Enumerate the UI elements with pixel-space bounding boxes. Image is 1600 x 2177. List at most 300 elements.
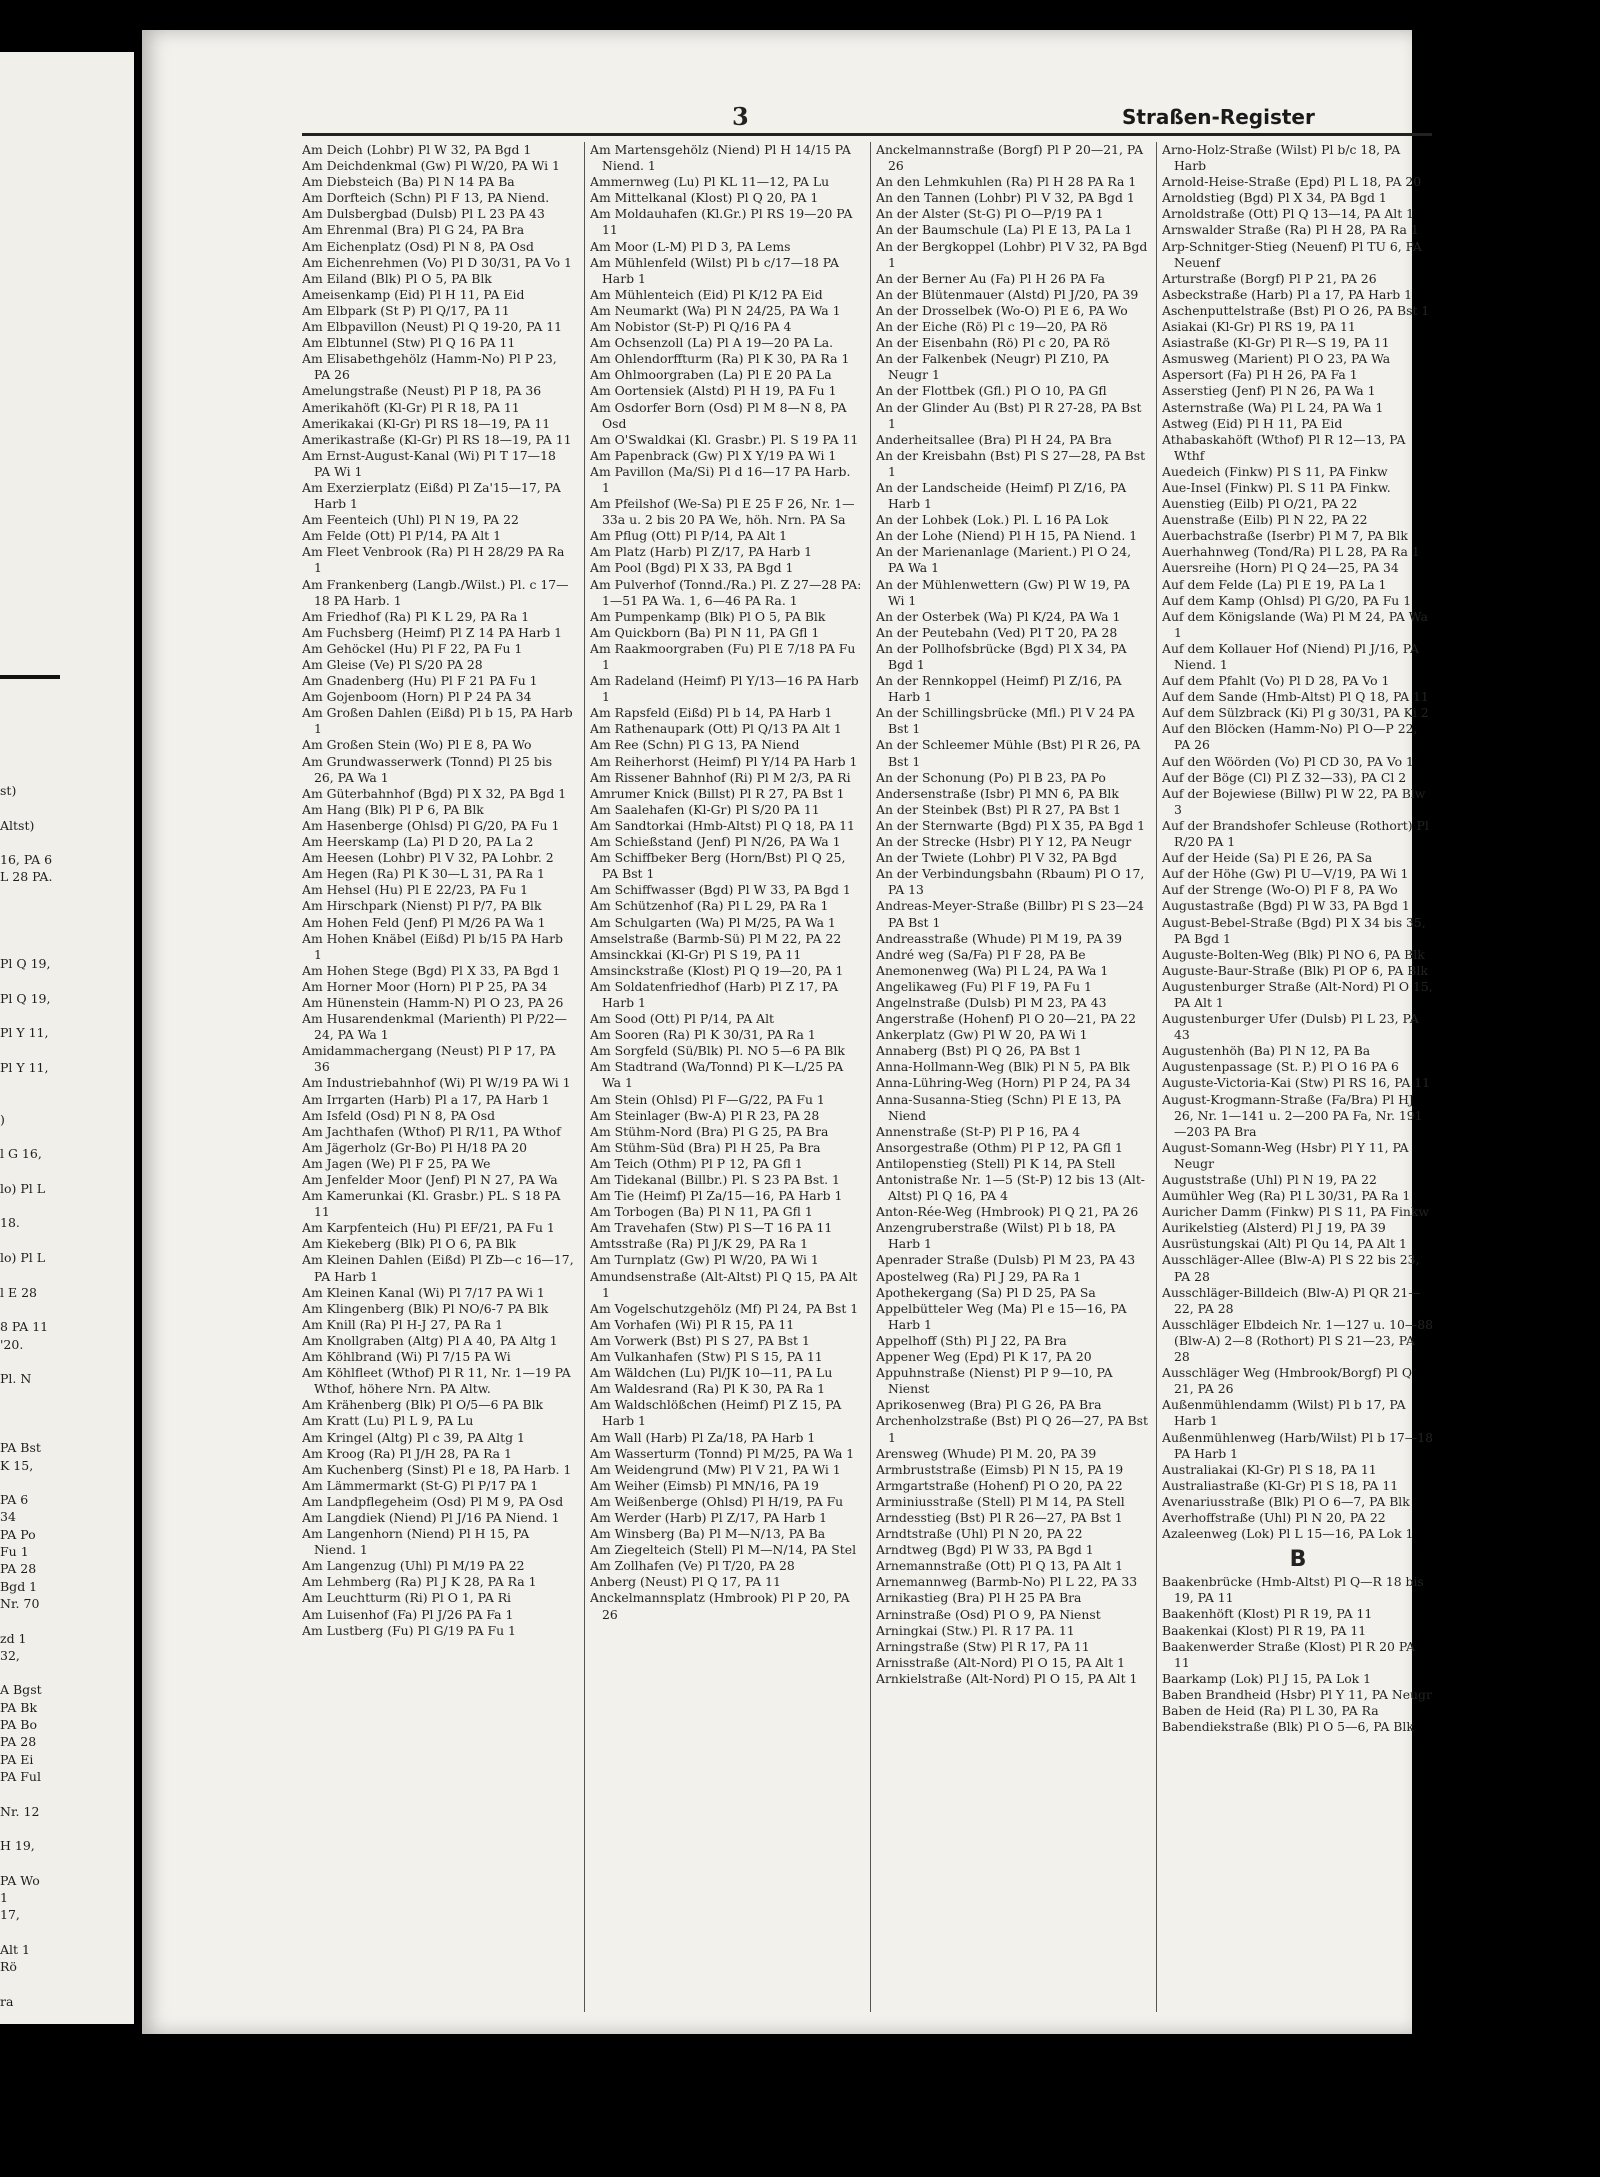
street-entry: August-Somann-Weg (Hsbr) Pl Y 11, PA Neugr [1162, 1139, 1409, 1171]
street-register-columns [302, 142, 1432, 2022]
street-entry: Ausrüstungskai (Alt) Pl Qu 14, PA Alt 1 [1162, 1236, 1407, 1252]
register-column-1 [302, 142, 574, 2022]
street-entry: Auenstieg (Eilb) Pl O/21, PA 22 [1162, 496, 1358, 512]
street-entry: An der Landscheide (Heimf) Pl Z/16, PA Harb 1 [876, 479, 1127, 512]
street-entry: Am Langenhorn (Niend) Pl H 15, PA Niend. 1 [302, 1526, 530, 1558]
street-entry: An der Glinder Au (Bst) Pl R 27-28, PA Bst 1 [876, 399, 1142, 431]
register-page [142, 30, 1433, 2034]
street-entry: Am Mühlenteich (Eid) Pl K/12 PA Eid [590, 286, 823, 302]
street-entry: Armbruststraße (Eimsb) Pl N 15, PA 19 [876, 1461, 1124, 1477]
street-entry: Am Soldatenfriedhof (Harb) Pl Z 17, PA Harb 1 [590, 978, 839, 1010]
street-entry: An der Eisenbahn (Rö) Pl c 20, PA Rö [876, 335, 1110, 351]
street-entry: Arndtweg (Bgd) Pl W 33, PA Bgd 1 [876, 1542, 1094, 1558]
street-entry: Auf der Höhe (Gw) Pl U—V/19, PA Wi 1 [1162, 866, 1409, 882]
street-entry: Annaberg (Bst) Pl Q 26, PA Bst 1 [876, 1043, 1082, 1059]
street-entry: Am Teich (Othm) Pl P 12, PA Gfl 1 [590, 1155, 803, 1171]
street-entry: An der Mühlenwettern (Gw) Pl W 19, PA Wi 1 [876, 576, 1130, 608]
street-entry: Am Heerskamp (La) Pl D 20, PA La 2 [302, 834, 534, 850]
street-entry: Am Elbpark (St P) Pl Q/17, PA 11 [302, 302, 510, 318]
street-entry: Baakenwerder Straße (Klost) Pl R 20 PA 11 [1162, 1638, 1415, 1670]
street-entry: Baakenhöft (Klost) Pl R 19, PA 11 [1162, 1606, 1373, 1622]
street-entry: An der Schillingsbrücke (Mfl.) Pl V 24 PA Bst 1 [876, 705, 1135, 737]
street-entry: Am Industriebahnhof (Wi) Pl W/19 PA Wi 1 [302, 1075, 571, 1091]
street-entry: Arndesstieg (Bst) Pl R 26—27, PA Bst 1 [876, 1509, 1123, 1525]
street-entry: Amsinckkai (Kl-Gr) Pl S 19, PA 11 [590, 946, 802, 962]
street-entry: Am Oortensiek (Alstd) Pl H 19, PA Fu 1 [590, 383, 837, 399]
street-entry: Auf dem Sülzbrack (Ki) Pl g 30/31, PA Ki 2 [1162, 705, 1429, 721]
street-entry: Appener Weg (Epd) Pl K 17, PA 20 [876, 1349, 1092, 1365]
street-entry: An der Drosselbek (Wo-O) Pl E 6, PA Wo [876, 302, 1128, 318]
street-entry: Arningkai (Stw.) Pl. R 17 PA. 11 [876, 1622, 1075, 1638]
street-entry: Am Knollgraben (Altg) Pl A 40, PA Altg 1 [302, 1332, 558, 1348]
street-entry: Auf der Strenge (Wo-O) Pl F 8, PA Wo [1162, 882, 1398, 898]
street-entry: Amselstraße (Barmb-Sü) Pl M 22, PA 22 [590, 930, 842, 946]
street-entry: Auf dem Kollauer Hof (Niend) Pl J/16, PA Niend. 1 [1162, 640, 1419, 672]
street-entry: Am Martensgehölz (Niend) Pl H 14/15 PA Niend. 1 [590, 142, 851, 174]
street-entry: Baakenkai (Klost) Pl R 19, PA 11 [1162, 1622, 1367, 1638]
street-entry: Am Kringel (Altg) Pl c 39, PA Altg 1 [302, 1429, 525, 1445]
street-entry: Arnikastieg (Bra) Pl H 25 PA Bra [876, 1590, 1082, 1606]
street-entry: Am Klingenberg (Blk) Pl NO/6-7 PA Blk [302, 1300, 549, 1316]
street-entry: Baarkamp (Lok) Pl J 15, PA Lok 1 [1162, 1670, 1372, 1686]
street-entry: Andreas-Meyer-Straße (Billbr) Pl S 23—24 PA Bst 1 [876, 898, 1144, 930]
street-entry: Am Moor (L-M) Pl D 3, PA Lems [590, 238, 791, 254]
street-entry: Auguste-Baur-Straße (Blk) Pl OP 6, PA Blk [1162, 962, 1428, 978]
street-entry: Am Hünenstein (Hamm-N) Pl O 23, PA 26 [302, 994, 564, 1010]
street-entry: Am Dulsbergbad (Dulsb) Pl L 23 PA 43 [302, 206, 545, 222]
street-entry: Am Stadtrand (Wa/Tonnd) Pl K—L/25 PA Wa 1 [590, 1059, 844, 1091]
street-entry: Am Felde (Ott) Pl P/14, PA Alt 1 [302, 528, 501, 544]
street-entry: Amidammachergang (Neust) Pl P 17, PA 36 [302, 1043, 556, 1075]
street-entry: Am Papenbrack (Gw) Pl X Y/19 PA Wi 1 [590, 447, 837, 463]
street-entry: An der Alster (St-G) Pl O—P/19 PA 1 [876, 206, 1104, 222]
street-entry: Annenstraße (St-P) Pl P 16, PA 4 [876, 1123, 1081, 1139]
street-entry: Amundsenstraße (Alt-Altst) Pl Q 15, PA Alt 1 [590, 1268, 858, 1300]
street-entry: Appelbütteler Weg (Ma) Pl e 15—16, PA Harb 1 [876, 1300, 1127, 1332]
street-entry: An der Baumschule (La) Pl E 13, PA La 1 [876, 222, 1133, 238]
street-entry: Am Pavillon (Ma/Si) Pl d 16—17 PA Harb. 1 [590, 463, 851, 495]
street-entry: Aue-Insel (Finkw) Pl. S 11 PA Finkw. [1162, 479, 1391, 495]
register-column-4 [1162, 142, 1434, 2022]
street-entry: Am Luisenhof (Fa) Pl J/26 PA Fa 1 [302, 1606, 514, 1622]
street-entry: Anna-Hollmann-Weg (Blk) Pl N 5, PA Blk [876, 1059, 1130, 1075]
street-entry: Ausschläger-Allee (Blw-A) Pl S 22 bis 23, PA 28 [1162, 1252, 1420, 1284]
street-entry: An der Lohbek (Lok.) Pl. L 16 PA Lok [876, 512, 1109, 528]
street-entry: An den Lehmkuhlen (Ra) Pl H 28 PA Ra 1 [876, 174, 1137, 190]
street-entry: Am Rathenaupark (Ott) Pl Q/13 PA Alt 1 [590, 721, 842, 737]
street-entry: Antonistraße Nr. 1—5 (St-P) 12 bis 13 (Alt-Altst) Pl Q 16, PA 4 [876, 1172, 1145, 1204]
street-entry: An der Sternwarte (Bgd) Pl X 35, PA Bgd 1 [876, 817, 1145, 833]
street-entry: Auf der Bojewiese (Billw) Pl W 22, PA Blw 3 [1162, 785, 1426, 817]
street-entry: Averhoffstraße (Uhl) Pl N 20, PA 22 [1162, 1509, 1386, 1525]
street-entry: Am Saalehafen (Kl-Gr) Pl S/20 PA 11 [590, 801, 820, 817]
street-entry: Auguste-Bolten-Weg (Blk) Pl NO 6, PA Blk [1162, 946, 1425, 962]
street-entry: Auf dem Kamp (Ohlsd) Pl G/20, PA Fu 1 [1162, 592, 1412, 608]
street-entry: Arnswalder Straße (Ra) Pl H 28, PA Ra 1 [1162, 222, 1419, 238]
street-entry: Anzengruberstraße (Wilst) Pl b 18, PA Harb 1 [876, 1220, 1116, 1252]
street-entry: An der Blütenmauer (Alstd) Pl J/20, PA 39 [876, 286, 1139, 302]
street-entry: Aprikosenweg (Bra) Pl G 26, PA Bra [876, 1397, 1102, 1413]
street-entry: Am Schießstand (Jenf) Pl N/26, PA Wa 1 [590, 834, 841, 850]
street-entry: Am Fleet Venbrook (Ra) Pl H 28/29 PA Ra 1 [302, 544, 565, 576]
street-entry: Am Sandtorkai (Hmb-Altst) Pl Q 18, PA 11 [590, 817, 855, 833]
street-entry: Am Langenzug (Uhl) Pl M/19 PA 22 [302, 1558, 525, 1574]
street-entry: Am Elbpavillon (Neust) Pl Q 19-20, PA 11 [302, 319, 563, 335]
street-entry: Anemonenweg (Wa) Pl L 24, PA Wa 1 [876, 962, 1109, 978]
street-entry: Asbeckstraße (Harb) Pl a 17, PA Harb 1 [1162, 286, 1413, 302]
street-entry: Arninstraße (Osd) Pl O 9, PA Nienst [876, 1606, 1101, 1622]
street-entry: Am Elbtunnel (Stw) Pl Q 16 PA 11 [302, 335, 516, 351]
street-entry: An der Strecke (Hsbr) Pl Y 12, PA Neugr [876, 834, 1132, 850]
street-entry: Ameisenkamp (Eid) Pl H 11, PA Eid [302, 286, 525, 302]
street-entry: Aspersort (Fa) Pl H 26, PA Fa 1 [1162, 367, 1358, 383]
street-entry: Aumühler Weg (Ra) Pl L 30/31, PA Ra 1 [1162, 1188, 1411, 1204]
street-entry: Andersenstraße (Isbr) Pl MN 6, PA Blk [876, 785, 1119, 801]
street-entry: Auf dem Felde (La) Pl E 19, PA La 1 [1162, 576, 1387, 592]
street-entry: Ammernweg (Lu) Pl KL 11—12, PA Lu [590, 174, 830, 190]
street-entry: Augustenhöh (Ba) Pl N 12, PA Ba [1162, 1043, 1371, 1059]
street-entry: Arp-Schnitger-Stieg (Neuenf) Pl TU 6, PA Neuenf [1162, 238, 1422, 270]
street-entry: Arturstraße (Borgf) Pl P 21, PA 26 [1162, 270, 1377, 286]
street-entry: Am Langdiek (Niend) Pl J/16 PA Niend. 1 [302, 1509, 560, 1525]
street-entry: Ankerplatz (Gw) Pl W 20, PA Wi 1 [876, 1027, 1088, 1043]
street-entry: Am Sorgfeld (Sü/Blk) Pl. NO 5—6 PA Blk [590, 1043, 845, 1059]
street-entry: Am Reiherhorst (Heimf) Pl Y/14 PA Harb 1 [590, 753, 858, 769]
street-entry: Aschenputtelstraße (Bst) Pl O 26, PA Bst 1 [1162, 302, 1430, 318]
street-entry: Am Vorwerk (Bst) Pl S 27, PA Bst 1 [590, 1332, 810, 1348]
street-entry: Amrumer Knick (Billst) Pl R 27, PA Bst 1 [590, 785, 845, 801]
left-page-fragment-text: st) Altst) 16, PA 6 L 28 PA. Pl Q 19, Pl Q 19, Pl Y 11, Pl Y 11, ) l G 16, lo) Pl L 18. lo) Pl L l E 28 8 PA 11 '20. Pl. N PA Bst K 15, PA 6 34 PA Po Fu 1 PA 28 Bgd 1 Nr. 70 zd 1 32, A Bgst PA Bk PA Bo PA 28 PA Ei PA Ful Nr. 12 H 19, PA Wo 1 17, Alt 1 Rö ra [0, 783, 53, 2009]
street-entry: Augustenburger Straße (Alt-Nord) Pl O 15, PA Alt 1 [1162, 978, 1433, 1010]
street-entry: Am Ree (Schn) Pl G 13, PA Niend [590, 737, 800, 753]
street-entry: Außenmühlenweg (Harb/Wilst) Pl b 17—18 PA Harb 1 [1162, 1429, 1433, 1461]
street-entry: Am Pfeilshof (We-Sa) Pl E 25 F 26, Nr. 1—33a u. 2 bis 20 PA We, höh. Nrn. PA Sa [590, 496, 855, 528]
street-entry: Arnkielstraße (Alt-Nord) Pl O 15, PA Alt 1 [876, 1670, 1138, 1686]
street-entry: Am Eichenplatz (Osd) Pl N 8, PA Osd [302, 238, 534, 254]
street-entry: André weg (Sa/Fa) Pl F 28, PA Be [876, 946, 1086, 962]
street-entry: Am Irrgarten (Harb) Pl a 17, PA Harb 1 [302, 1091, 550, 1107]
street-entry: Am Waldschlößchen (Heimf) Pl Z 15, PA Harb 1 [590, 1397, 842, 1429]
street-entry: Am Güterbahnhof (Bgd) Pl X 32, PA Bgd 1 [302, 785, 567, 801]
street-entry: Arningstraße (Stw) Pl R 17, PA 11 [876, 1638, 1090, 1654]
street-entry: Am Mittelkanal (Klost) Pl Q 20, PA 1 [590, 190, 819, 206]
street-entry: Auersreihe (Horn) Pl Q 24—25, PA 34 [1162, 560, 1399, 576]
street-entry: Am Jagen (We) Pl F 25, PA We [302, 1155, 491, 1171]
street-entry: Am Schiffbeker Berg (Horn/Bst) Pl Q 25, PA Bst 1 [590, 850, 846, 882]
street-entry: An der Peutebahn (Ved) Pl T 20, PA 28 [876, 624, 1118, 640]
street-entry: Apenrader Straße (Dulsb) Pl M 23, PA 43 [876, 1252, 1136, 1268]
street-entry: Am Wall (Harb) Pl Za/18, PA Harb 1 [590, 1429, 816, 1445]
street-entry: Amerikahöft (Kl-Gr) Pl R 18, PA 11 [302, 399, 520, 415]
street-entry: Am Sooren (Ra) Pl K 30/31, PA Ra 1 [590, 1027, 816, 1043]
street-entry: Am Jenfelder Moor (Jenf) Pl N 27, PA Wa [302, 1172, 558, 1187]
street-entry: Am Hasenberge (Ohlsd) Pl G/20, PA Fu 1 [302, 817, 560, 833]
street-entry: Asiastraße (Kl-Gr) Pl R—S 19, PA 11 [1162, 335, 1390, 351]
street-entry: Am Schützenhof (Ra) Pl L 29, PA Ra 1 [590, 898, 829, 914]
street-entry: An der Flottbek (Gfl.) Pl O 10, PA Gfl [876, 383, 1107, 399]
street-entry: Am Pflug (Ott) Pl P/14, PA Alt 1 [590, 528, 788, 544]
street-entry: Auerhahnweg (Tond/Ra) Pl L 28, PA Ra 1 [1162, 544, 1420, 560]
street-entry: Am Friedhof (Ra) Pl K L 29, PA Ra 1 [302, 608, 530, 624]
street-entry: An der Rennkoppel (Heimf) Pl Z/16, PA Harb 1 [876, 673, 1122, 705]
street-entry: Azaleenweg (Lok) Pl L 15—16, PA Lok 1 [1162, 1526, 1414, 1542]
street-entry: Am Steinlager (Bw-A) Pl R 23, PA 28 [590, 1107, 820, 1123]
running-head: Straßen-Register [1122, 105, 1315, 129]
street-entry: Außenmühlendamm (Wilst) Pl b 17, PA Harb 1 [1162, 1397, 1406, 1429]
street-entry: Am Quickborn (Ba) Pl N 11, PA Gfl 1 [590, 624, 820, 640]
street-entry: Am Kleinen Kanal (Wi) Pl 7/17 PA Wi 1 [302, 1284, 545, 1300]
street-entry: Avenariusstraße (Blk) Pl O 6—7, PA Blk [1162, 1493, 1410, 1509]
street-entry: Am Pumpenkamp (Blk) Pl O 5, PA Blk [590, 608, 826, 624]
street-entry: Am Platz (Harb) Pl Z/17, PA Harb 1 [590, 544, 813, 560]
street-entry: Am Mühlenfeld (Wilst) Pl b c/17—18 PA Harb 1 [590, 254, 839, 286]
street-entry: Am Köhlbrand (Wi) Pl 7/15 PA Wi [302, 1349, 511, 1365]
street-entry: Am Vorhafen (Wi) Pl R 15, PA 11 [590, 1316, 795, 1332]
street-entry: Amerikakai (Kl-Gr) Pl RS 18—19, PA 11 [302, 415, 551, 431]
street-entry: Antilopenstieg (Stell) Pl K 14, PA Stell [876, 1155, 1116, 1171]
street-entry: Athabaskahöft (Wthof) Pl R 12—13, PA Wthf [1162, 431, 1406, 463]
street-entry: Auedeich (Finkw) Pl S 11, PA Finkw [1162, 463, 1388, 479]
street-entry: Ausschläger-Billdeich (Blw-A) Pl QR 21—22, PA 28 [1162, 1284, 1421, 1316]
street-entry: Astweg (Eid) Pl H 11, PA Eid [1162, 415, 1343, 431]
street-entry: Angerstraße (Hohenf) Pl O 20—21, PA 22 [876, 1011, 1137, 1027]
street-entry: Auf dem Sande (Hmb-Altst) Pl Q 18, PA 11 [1162, 689, 1429, 705]
street-entry: Asiakai (Kl-Gr) Pl RS 19, PA 11 [1162, 319, 1356, 335]
street-entry: Am Nobistor (St-P) Pl Q/16 PA 4 [590, 319, 792, 335]
street-entry: An der Steinbek (Bst) Pl R 27, PA Bst 1 [876, 801, 1121, 817]
street-entry: Am Hohen Feld (Jenf) Pl M/26 PA Wa 1 [302, 914, 546, 930]
street-entry: Asternstraße (Wa) Pl L 24, PA Wa 1 [1162, 399, 1384, 415]
page-number: 3 [732, 102, 749, 131]
street-entry: Am Dorfteich (Schn) Pl F 13, PA Niend. [302, 190, 550, 206]
street-entry: Am Sood (Ott) Pl P/14, PA Alt [590, 1011, 775, 1027]
street-entry: Am Waldesrand (Ra) Pl K 30, PA Ra 1 [590, 1381, 826, 1397]
street-entry: Am Tidekanal (Billbr.) Pl. S 23 PA Bst. 1 [590, 1172, 840, 1187]
street-entry: Am Feenteich (Uhl) Pl N 19, PA 22 [302, 512, 519, 528]
street-entry: Am Werder (Harb) Pl Z/17, PA Harb 1 [590, 1509, 828, 1525]
street-entry: Am Weidengrund (Mw) Pl V 21, PA Wi 1 [590, 1461, 841, 1477]
street-entry: Anberg (Neust) Pl Q 17, PA 11 [590, 1574, 781, 1590]
street-entry: Arno-Holz-Straße (Wilst) Pl b/c 18, PA Harb [1162, 142, 1401, 174]
street-entry: Armgartstraße (Hohenf) Pl O 20, PA 22 [876, 1477, 1123, 1493]
street-entry: Auf den Wöörden (Vo) Pl CD 30, PA Vo 1 [1162, 753, 1414, 769]
street-entry: Ansorgestraße (Othm) Pl P 12, PA Gfl 1 [876, 1139, 1123, 1155]
street-entry: Am Karpfenteich (Hu) Pl EF/21, PA Fu 1 [302, 1220, 555, 1236]
street-entry: Apothekergang (Sa) Pl D 25, PA Sa [876, 1284, 1096, 1300]
street-entry: Am Stein (Ohlsd) Pl F—G/22, PA Fu 1 [590, 1091, 825, 1107]
street-entry: Am Vulkanhafen (Stw) Pl S 15, PA 11 [590, 1349, 823, 1365]
street-entry: Auf den Blöcken (Hamm-No) Pl O—P 22, PA 26 [1162, 721, 1418, 753]
street-entry: Am Großen Dahlen (Eißd) Pl b 15, PA Harb 1 [302, 705, 573, 737]
street-entry: Am Moldauhafen (Kl.Gr.) Pl RS 19—20 PA 11 [590, 206, 853, 238]
street-entry: Am Raakmoorgraben (Fu) Pl E 7/18 PA Fu 1 [590, 640, 856, 672]
street-entry: An der Marienanlage (Marient.) Pl O 24, PA Wa 1 [876, 544, 1132, 576]
street-entry: Am Neumarkt (Wa) Pl N 24/25, PA Wa 1 [590, 302, 841, 318]
street-entry: Am Torbogen (Ba) Pl N 11, PA Gfl 1 [590, 1204, 813, 1220]
street-entry: Arnoldstraße (Ott) Pl Q 13—14, PA Alt 1 [1162, 206, 1415, 222]
street-entry: Am Stühm-Süd (Bra) Pl H 25, Pa Bra [590, 1139, 821, 1155]
left-page-edge [0, 52, 134, 2024]
street-entry: Am Ernst-August-Kanal (Wi) Pl T 17—18 PA Wi 1 [302, 447, 556, 479]
street-entry: Am Tie (Heimf) Pl Za/15—16, PA Harb 1 [590, 1188, 843, 1204]
street-entry: Auf dem Königslande (Wa) Pl M 24, PA Wa 1 [1162, 608, 1428, 640]
street-entry: Auguststraße (Uhl) Pl N 19, PA 22 [1162, 1172, 1377, 1187]
street-entry: An der Eiche (Rö) Pl c 19—20, PA Rö [876, 319, 1108, 335]
street-entry: Am Frankenberg (Langb./Wilst.) Pl. c 17—18 PA Harb. 1 [302, 576, 569, 608]
street-entry: An der Falkenbek (Neugr) Pl Z10, PA Neugr 1 [876, 351, 1109, 383]
street-entry: Am Gleise (Ve) Pl S/20 PA 28 [302, 657, 483, 672]
street-entry: Ausschläger Elbdeich Nr. 1—127 u. 10—88 (Blw-A) 2—8 (Rothort) Pl S 21—23, PA 28 [1162, 1316, 1433, 1365]
street-entry: Angelnstraße (Dulsb) Pl M 23, PA 43 [876, 994, 1107, 1010]
street-entry: Am Leuchtturm (Ri) Pl O 1, PA Ri [302, 1590, 512, 1606]
street-entry: Am Kamerunkai (Kl. Grasbr.) PL. S 18 PA 11 [302, 1188, 561, 1220]
street-entry: Am Kuchenberg (Sinst) Pl e 18, PA Harb. 1 [302, 1461, 572, 1477]
street-entry: Am Radeland (Heimf) Pl Y/13—16 PA Harb 1 [590, 673, 859, 705]
street-entry: Am Köhlfleet (Wthof) Pl R 11, Nr. 1—19 PA Wthof, höhere Nrn. PA Altw. [302, 1365, 571, 1397]
street-entry: Australiakai (Kl-Gr) Pl S 18, PA 11 [1162, 1461, 1377, 1477]
street-entry: Am Deich (Lohbr) Pl W 32, PA Bgd 1 [302, 142, 532, 157]
street-entry: Amerikastraße (Kl-Gr) Pl RS 18—19, PA 11 [302, 431, 572, 447]
street-entry: Am Kleinen Dahlen (Eißd) Pl Zb—c 16—17, PA Harb 1 [302, 1252, 574, 1284]
street-entry: Arnemannweg (Barmb-No) Pl L 22, PA 33 [876, 1574, 1138, 1590]
street-entry: August-Bebel-Straße (Bgd) Pl X 34 bis 35, PA Bgd 1 [1162, 914, 1426, 946]
street-entry: Am Osdorfer Born (Osd) Pl M 8—N 8, PA Osd [590, 399, 847, 431]
street-entry: Am Schulgarten (Wa) Pl M/25, PA Wa 1 [590, 914, 836, 930]
street-entry: An der Bergkoppel (Lohbr) Pl V 32, PA Bgd 1 [876, 238, 1148, 270]
street-entry: An der Twiete (Lohbr) Pl V 32, PA Bgd [876, 850, 1117, 866]
street-entry: Am Jachthafen (Wthof) Pl R/11, PA Wthof [302, 1123, 561, 1139]
street-entry: Auerbachstraße (Iserbr) Pl M 7, PA Blk [1162, 528, 1408, 544]
street-entry: Augustenburger Ufer (Dulsb) Pl L 23, PA 43 [1162, 1011, 1419, 1043]
street-entry: Aurikelstieg (Alsterd) Pl J 19, PA 39 [1162, 1220, 1386, 1236]
street-entry: Am Gnadenberg (Hu) Pl F 21 PA Fu 1 [302, 673, 538, 689]
street-entry: Am Kratt (Lu) Pl L 9, PA Lu [302, 1413, 474, 1429]
street-entry: Am Elisabethgehölz (Hamm-No) Pl P 23, PA 26 [302, 351, 557, 383]
street-entry: Amsinckstraße (Klost) Pl Q 19—20, PA 1 [590, 962, 844, 978]
street-entry: Anton-Rée-Weg (Hmbrook) Pl Q 21, PA 26 [876, 1204, 1139, 1220]
street-entry: Am Landpflegeheim (Osd) Pl M 9, PA Osd [302, 1493, 564, 1509]
street-entry: Augustenpassage (St. P.) Pl O 16 PA 6 [1162, 1059, 1399, 1075]
street-entry: An der Verbindungsbahn (Rbaum) Pl O 17, PA 13 [876, 866, 1145, 898]
street-entry: Andreasstraße (Whude) Pl M 19, PA 39 [876, 930, 1122, 946]
street-entry: Auenstraße (Eilb) Pl N 22, PA 22 [1162, 512, 1368, 528]
street-entry: Am Eichenrehmen (Vo) Pl D 30/31, PA Vo 1 [302, 254, 572, 270]
street-entry: Am Horner Moor (Horn) Pl P 25, PA 34 [302, 978, 548, 994]
street-entry: Babendiekstraße (Blk) Pl O 5—6, PA Blk [1162, 1719, 1414, 1735]
street-entry: Asserstieg (Jenf) Pl N 26, PA Wa 1 [1162, 383, 1376, 399]
street-entry: Am Ochsenzoll (La) Pl A 19—20 PA La. [590, 335, 834, 351]
street-entry: Am Travehafen (Stw) Pl S—T 16 PA 11 [590, 1220, 833, 1236]
column-divider [1156, 142, 1157, 2012]
street-entry: An der Schonung (Po) Pl B 23, PA Po [876, 769, 1106, 785]
street-entry: Am Eiland (Blk) Pl O 5, PA Blk [302, 270, 492, 286]
street-entry: An der Osterbek (Wa) Pl K/24, PA Wa 1 [876, 608, 1121, 624]
street-entry: Am Schiffwasser (Bgd) Pl W 33, PA Bgd 1 [590, 882, 851, 898]
street-entry: Arnold-Heise-Straße (Epd) Pl L 18, PA 20 [1162, 174, 1422, 190]
street-entry: Am Hegen (Ra) Pl K 30—L 31, PA Ra 1 [302, 866, 545, 882]
street-entry: Am Zollhafen (Ve) Pl T/20, PA 28 [590, 1558, 795, 1574]
street-entry: Am Wäldchen (Lu) Pl/JK 10—11, PA Lu [590, 1365, 833, 1381]
street-entry: Am Wasserturm (Tonnd) Pl M/25, PA Wa 1 [590, 1445, 855, 1461]
column-divider [870, 142, 871, 2012]
street-entry: Am Fuchsberg (Heimf) Pl Z 14 PA Harb 1 [302, 624, 563, 640]
street-entry: Am Exerzierplatz (Eißd) Pl Za'15—17, PA Harb 1 [302, 479, 561, 512]
street-entry: Arndtstraße (Uhl) Pl N 20, PA 22 [876, 1526, 1083, 1542]
street-entry: Am Vogelschutzgehölz (Mf) Pl 24, PA Bst 1 [590, 1300, 859, 1316]
street-entry: Anckelmannstraße (Borgf) Pl P 20—21, PA 26 [876, 142, 1144, 174]
street-entry: Am Hohen Knäbel (Eißd) Pl b/15 PA Harb 1 [302, 930, 563, 962]
street-entry: Am Ziegelteich (Stell) Pl M—N/14, PA Stel [590, 1542, 857, 1558]
street-entry: Archenholzstraße (Bst) Pl Q 26—27, PA Bst 1 [876, 1413, 1148, 1445]
street-entry: Am Pool (Bgd) Pl X 33, PA Bgd 1 [590, 560, 794, 576]
street-entry: Am Weißenberge (Ohlsd) Pl H/19, PA Fu [590, 1493, 844, 1509]
street-entry: An der Kreisbahn (Bst) Pl S 27—28, PA Bst 1 [876, 447, 1146, 479]
street-entry: Am Weiher (Eimsb) Pl MN/16, PA 19 [590, 1477, 819, 1493]
street-entry: Auf dem Pfahlt (Vo) Pl D 28, PA Vo 1 [1162, 673, 1390, 689]
street-entry: Am Lehmberg (Ra) Pl J K 28, PA Ra 1 [302, 1574, 537, 1590]
register-column-3 [876, 142, 1148, 2022]
street-entry: Am Grundwasserwerk (Tonnd) Pl 25 bis 26, PA Wa 1 [302, 753, 553, 785]
street-entry: Am Kiekeberg (Blk) Pl O 6, PA Blk [302, 1236, 517, 1252]
street-entry: Am Lustberg (Fu) Pl G/19 PA Fu 1 [302, 1622, 516, 1638]
street-entry: Am Stühm-Nord (Bra) Pl G 25, PA Bra [590, 1123, 829, 1139]
street-entry: Baben Brandheid (Hsbr) Pl Y 11, PA Neugr [1162, 1686, 1432, 1702]
street-entry: Am Hohen Stege (Bgd) Pl X 33, PA Bgd 1 [302, 962, 561, 978]
column-divider [584, 142, 585, 2012]
street-entry: Am Ehrenmal (Bra) Pl G 24, PA Bra [302, 222, 525, 238]
street-entry: Am Hehsel (Hu) Pl E 22/23, PA Fu 1 [302, 882, 529, 898]
street-entry: Auf der Heide (Sa) Pl E 26, PA Sa [1162, 850, 1373, 866]
street-entry: Arnoldstieg (Bgd) Pl X 34, PA Bgd 1 [1162, 190, 1387, 206]
street-entry: Appuhnstraße (Nienst) Pl P 9—10, PA Nienst [876, 1365, 1113, 1397]
street-entry: Am Husarendenkmal (Marienth) Pl P/22—24, PA Wa 1 [302, 1011, 567, 1043]
street-entry: Amelungstraße (Neust) Pl P 18, PA 36 [302, 383, 542, 399]
street-entry: An den Tannen (Lohbr) Pl V 32, PA Bgd 1 [876, 190, 1135, 206]
street-entry: Am Rissener Bahnhof (Ri) Pl M 2/3, PA Ri [590, 769, 851, 785]
street-entry: Am Lämmermarkt (St-G) Pl P/17 PA 1 [302, 1477, 539, 1493]
street-entry: Am Großen Stein (Wo) Pl E 8, PA Wo [302, 737, 532, 753]
street-entry: Am Diebsteich (Ba) Pl N 14 PA Ba [302, 174, 515, 190]
street-entry: Am Jägerholz (Gr-Bo) Pl H/18 PA 20 [302, 1139, 528, 1155]
street-entry: Baben de Heid (Ra) Pl L 30, PA Ra [1162, 1703, 1379, 1718]
street-entry: Auricher Damm (Finkw) Pl S 11, PA Finkw [1162, 1204, 1429, 1220]
street-entry: Anna-Lühring-Weg (Horn) Pl P 24, PA 34 [876, 1075, 1131, 1091]
street-entry: An der Schleemer Mühle (Bst) Pl R 26, PA Bst 1 [876, 737, 1141, 769]
street-entry: Am Gehöckel (Hu) Pl F 22, PA Fu 1 [302, 640, 523, 656]
street-entry: Arensweg (Whude) Pl M. 20, PA 39 [876, 1445, 1097, 1461]
street-entry: Auf der Brandshofer Schleuse (Rothort) Pl R/20 PA 1 [1162, 817, 1429, 850]
street-entry: Angelikaweg (Fu) Pl F 19, PA Fu 1 [876, 978, 1092, 994]
street-entry: Am O'Swaldkai (Kl. Grasbr.) Pl. S 19 PA 11 [590, 431, 859, 447]
register-column-2 [590, 142, 862, 2022]
street-entry: Am Ohlmoorgraben (La) Pl E 20 PA La [590, 367, 832, 383]
street-entry: Anckelmannsplatz (Hmbrook) Pl P 20, PA 26 [590, 1590, 850, 1622]
street-entry: Baakenbrücke (Hmb-Altst) Pl Q—R 18 bis 19, PA 11 [1162, 1574, 1424, 1606]
street-entry: Ausschläger Weg (Hmbrook/Borgf) Pl Q 21, PA 26 [1162, 1365, 1412, 1397]
street-entry: Am Deichdenkmal (Gw) Pl W/20, PA Wi 1 [302, 158, 560, 174]
street-entry: Auf der Böge (Cl) Pl Z 32—33), PA Cl 2 [1162, 769, 1407, 785]
street-entry: Apostelweg (Ra) Pl J 29, PA Ra 1 [876, 1268, 1082, 1284]
street-entry: Am Turnplatz (Gw) Pl W/20, PA Wi 1 [590, 1252, 819, 1268]
street-entry: Am Hirschpark (Nienst) Pl P/7, PA Blk [302, 898, 542, 914]
street-entry: August-Krogmann-Straße (Fa/Bra) Pl HJ 26, Nr. 1—141 u. 2—200 PA Fa, Nr. 191—203 PA Bra [1162, 1091, 1423, 1139]
street-entry: Amtsstraße (Ra) Pl J/K 29, PA Ra 1 [590, 1236, 808, 1252]
street-entry: Auguste-Victoria-Kai (Stw) Pl RS 16, PA 11 [1162, 1075, 1431, 1091]
street-entry: Am Hang (Blk) Pl P 6, PA Blk [302, 801, 484, 817]
street-entry: Am Gojenboom (Horn) Pl P 24 PA 34 [302, 689, 532, 705]
street-entry: An der Lohe (Niend) Pl H 15, PA Niend. 1 [876, 528, 1138, 544]
street-entry: Arnisstraße (Alt-Nord) Pl O 15, PA Alt 1 [876, 1654, 1125, 1670]
